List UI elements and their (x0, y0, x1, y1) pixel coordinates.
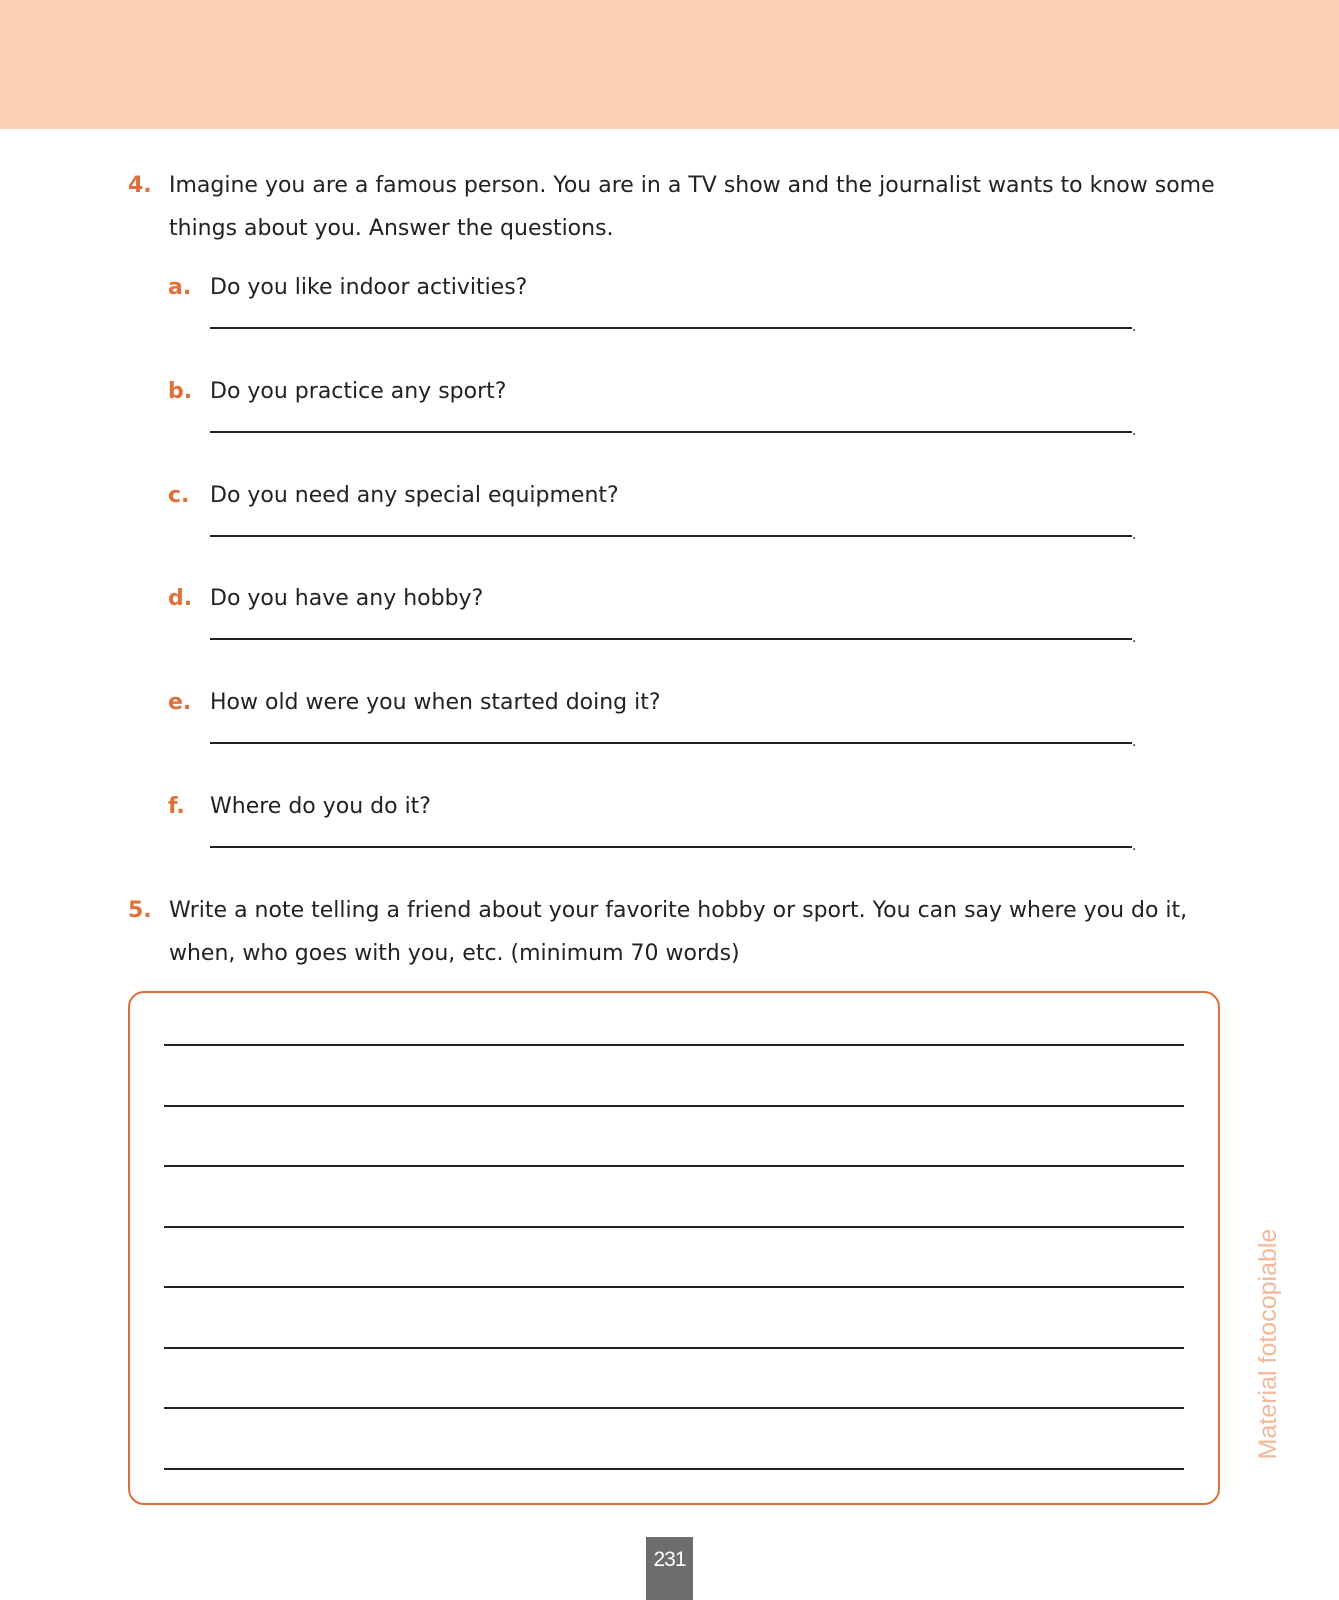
exercise-number: 4. (128, 173, 152, 198)
answer-period: . (1132, 319, 1137, 335)
question-letter: f. (168, 794, 185, 819)
question-letter: a. (168, 275, 192, 300)
writing-line (164, 1286, 1184, 1288)
question-text: Do you practice any sport? (210, 379, 507, 404)
question-text: Do you like indoor activities? (210, 275, 528, 300)
answer-line[interactable] (210, 535, 1132, 537)
question-text: Do you need any special equipment? (210, 483, 619, 508)
top-header-band (0, 0, 1339, 129)
exercise-5 (128, 889, 1218, 979)
question-b (168, 376, 1148, 456)
question-letter: e. (168, 690, 192, 715)
side-label: Material fotocopiable (1254, 1228, 1282, 1460)
exercise-prompt: Imagine you are a famous person. You are in a TV show and the journalist wants to know some things about you. Answer the questions. (169, 173, 1215, 241)
question-a (168, 272, 1148, 352)
question-c (168, 480, 1148, 560)
answer-line[interactable] (210, 327, 1132, 329)
exercise-number: 5. (128, 898, 152, 923)
answer-period: . (1132, 734, 1137, 750)
question-text: Where do you do it? (210, 794, 431, 819)
answer-line[interactable] (210, 431, 1132, 433)
writing-line (164, 1105, 1184, 1107)
question-text: Do you have any hobby? (210, 586, 484, 611)
writing-line (164, 1468, 1184, 1470)
writing-box[interactable] (128, 991, 1220, 1505)
answer-line[interactable] (210, 742, 1132, 744)
question-e (168, 687, 1148, 767)
page-number: 231 (646, 1537, 693, 1600)
answer-period: . (1132, 423, 1137, 439)
question-d (168, 583, 1148, 663)
exercise-4 (128, 164, 1218, 254)
writing-line (164, 1165, 1184, 1167)
question-letter: d. (168, 586, 193, 611)
answer-line[interactable] (210, 638, 1132, 640)
question-letter: c. (168, 483, 190, 508)
question-letter: b. (168, 379, 193, 404)
answer-period: . (1132, 838, 1137, 854)
writing-line (164, 1226, 1184, 1228)
exercise-prompt: Write a note telling a friend about your favorite hobby or sport. You can say where you do it, when, who goes with you, etc. (minimum 70 words) (169, 898, 1188, 966)
answer-period: . (1132, 527, 1137, 543)
answer-line[interactable] (210, 846, 1132, 848)
answer-period: . (1132, 630, 1137, 646)
writing-line (164, 1347, 1184, 1349)
question-f (168, 791, 1148, 871)
question-text: How old were you when started doing it? (210, 690, 661, 715)
writing-line (164, 1407, 1184, 1409)
writing-line (164, 1044, 1184, 1046)
